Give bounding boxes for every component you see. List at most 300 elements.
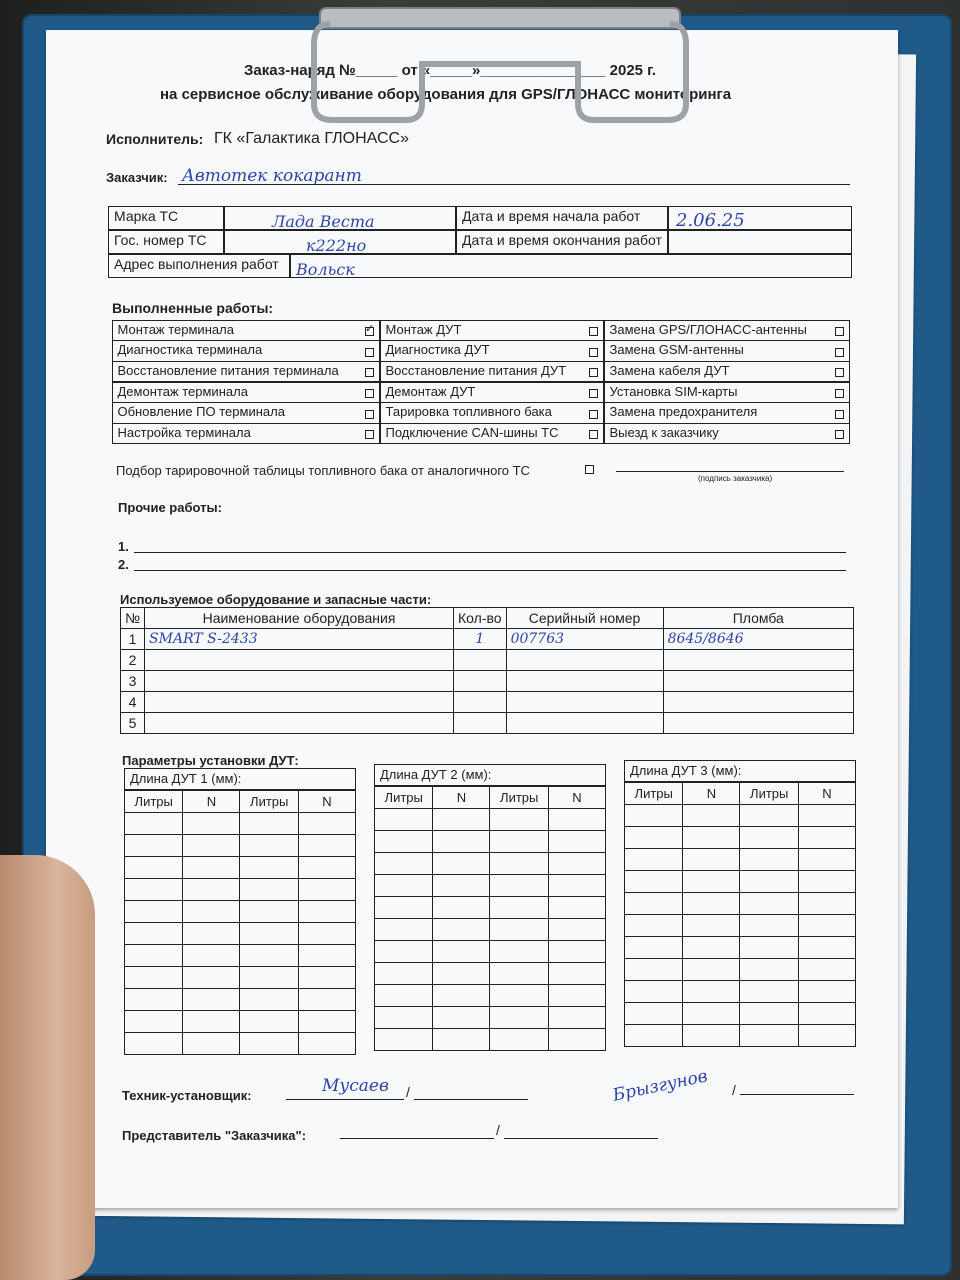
dut-cell (625, 827, 683, 849)
work-item (112, 340, 380, 362)
eq-row-number: 2 (121, 650, 145, 671)
dut-cell (240, 923, 298, 945)
dut-cell (125, 879, 183, 901)
equipment-row (121, 671, 854, 692)
dut-cell (375, 809, 433, 831)
work-item (380, 361, 604, 383)
equipment-title: Используемое оборудование и запасные части: (120, 592, 432, 607)
tariff-label: Подбор тарировочной таблицы топливного бака от аналогичного ТС (116, 463, 530, 478)
eq-row-number: 4 (121, 692, 145, 713)
dut-cell (740, 849, 798, 871)
work-item-label: Демонтаж ДУТ (385, 383, 476, 399)
dut-cell (548, 941, 605, 963)
dut-cell (490, 1029, 548, 1051)
dut-cell (375, 897, 433, 919)
signature-caption: (подпись заказчика) (698, 474, 773, 483)
dut-cell (490, 1007, 548, 1029)
dut-col-header: Литры (490, 787, 548, 809)
dut-row (125, 835, 356, 857)
dut-cell (490, 963, 548, 985)
dut-cell (433, 897, 490, 919)
dut-cell (625, 805, 683, 827)
dut-table-title-text: Длина ДУТ 1 (мм): (130, 771, 242, 786)
dut-cell (798, 1003, 855, 1025)
eq-row-cell (454, 692, 507, 713)
dut-col-header: N (433, 787, 490, 809)
dut-cell (125, 945, 183, 967)
dut-cell (683, 937, 740, 959)
dut-cell (490, 875, 548, 897)
dut-col-header: Литры (740, 783, 798, 805)
eq-row-cell (145, 650, 454, 671)
slash-1: / (406, 1084, 410, 1100)
dut-cell (740, 937, 798, 959)
work-checkbox[interactable] (365, 389, 374, 398)
eq-row-cell (506, 713, 663, 734)
customer-sign-line (616, 471, 844, 472)
rep-sign-line (340, 1138, 494, 1139)
work-checkbox[interactable] (365, 430, 374, 439)
dut-cell (240, 967, 298, 989)
work-checkbox[interactable] (835, 348, 844, 357)
eq-header-seal: Пломба (663, 608, 853, 629)
dut-row (375, 1029, 606, 1051)
dut-cell (490, 831, 548, 853)
work-item (112, 361, 380, 383)
work-checkbox[interactable] (365, 348, 374, 357)
dut-cell (240, 1011, 298, 1033)
equipment-header-row (121, 608, 854, 629)
dut-cell (798, 805, 855, 827)
dut-cell (375, 875, 433, 897)
equipment-row (121, 629, 854, 650)
dut-cell (433, 1029, 490, 1051)
dut-cell (740, 1003, 798, 1025)
dut-cell (548, 919, 605, 941)
work-checkbox[interactable] (589, 430, 598, 439)
dut-cell (740, 805, 798, 827)
eq-row-cell: SMART S-2433 (145, 629, 454, 650)
eq-row-cell (663, 692, 853, 713)
dut-cell (433, 919, 490, 941)
work-checkbox[interactable] (589, 348, 598, 357)
end-label: Дата и время окончания работ (456, 230, 668, 254)
dut-cell (490, 985, 548, 1007)
work-checkbox[interactable] (589, 389, 598, 398)
dut-cell (298, 857, 355, 879)
clipboard-clip (310, 4, 690, 124)
dut-cell (740, 827, 798, 849)
dut-row (375, 919, 606, 941)
eq-header-serial: Серийный номер (506, 608, 663, 629)
dut-table-title (124, 768, 356, 790)
customer-value: Автотек кокарант (182, 166, 362, 186)
dut-row (375, 809, 606, 831)
plate-value: к222но (306, 236, 367, 255)
dut-cell (798, 849, 855, 871)
work-checkbox[interactable] (589, 410, 598, 419)
work-checkbox[interactable] (589, 368, 598, 377)
dut-cell (298, 1033, 355, 1055)
dut-cell (433, 963, 490, 985)
representative-label: Представитель "Заказчика": (122, 1128, 307, 1143)
dut-cell (240, 945, 298, 967)
other-item-1: 1. (118, 539, 129, 554)
dut-cell (433, 831, 490, 853)
dut-header-row (125, 791, 356, 813)
dut-cell (740, 981, 798, 1003)
work-item-label: Демонтаж терминала (117, 383, 248, 399)
dut-cell (183, 879, 240, 901)
dut-cell (490, 897, 548, 919)
work-item (604, 320, 850, 342)
executor-value: ГК «Галактика ГЛОНАСС» (214, 130, 409, 147)
rep-name-line (504, 1138, 658, 1139)
work-checkbox[interactable] (365, 410, 374, 419)
start-label: Дата и время начала работ (456, 206, 668, 230)
dut-cell (433, 853, 490, 875)
dut-row (625, 827, 856, 849)
other-item-2: 2. (118, 557, 129, 572)
dut-cell (548, 1007, 605, 1029)
dut-cell (798, 871, 855, 893)
dut-cell (798, 937, 855, 959)
plate-label: Гос. номер ТС (108, 230, 224, 254)
dut-cell (625, 981, 683, 1003)
equipment-row (121, 713, 854, 734)
works-table (112, 320, 850, 444)
eq-row-cell (663, 713, 853, 734)
work-checkbox[interactable] (365, 368, 374, 377)
work-item-label: Обновление ПО терминала (117, 404, 285, 420)
dut-cell (375, 853, 433, 875)
dut-cell (798, 827, 855, 849)
work-item (604, 361, 850, 383)
eq-row-cell: 007763 (506, 629, 663, 650)
customer-name-line (740, 1094, 854, 1095)
work-item-label: Замена GSM-антенны (609, 342, 744, 358)
dut-cell (298, 967, 355, 989)
dut-cell (798, 981, 855, 1003)
dut-cell (683, 871, 740, 893)
dut-cell (240, 989, 298, 1011)
dut-row (625, 915, 856, 937)
dut-cell (798, 959, 855, 981)
dut-row (125, 1033, 356, 1055)
other-title: Прочие работы: (118, 500, 222, 515)
customer-sign: Брызгунов (610, 1066, 710, 1106)
other-line-1 (134, 552, 846, 553)
dut-cell (375, 941, 433, 963)
dut-cell (740, 871, 798, 893)
equipment-table (120, 607, 854, 734)
eq-header-num: № (121, 608, 145, 629)
dut-cell (125, 813, 183, 835)
dut-cell (298, 879, 355, 901)
dut-row (625, 849, 856, 871)
dut-cell (798, 1025, 855, 1047)
eq-row-number: 5 (121, 713, 145, 734)
work-item (380, 423, 604, 445)
dut-cell (298, 1011, 355, 1033)
work-item (112, 382, 380, 404)
eq-row-cell (454, 713, 507, 734)
dut-row (375, 941, 606, 963)
dut-row (625, 871, 856, 893)
dut-cell (625, 1025, 683, 1047)
work-item (380, 402, 604, 424)
work-item (604, 382, 850, 404)
dut-header-row (625, 783, 856, 805)
dut-cell (125, 835, 183, 857)
dut-cell (183, 813, 240, 835)
slash-2: / (732, 1082, 736, 1098)
dut-row (125, 857, 356, 879)
dut-cell (548, 853, 605, 875)
eq-row-number: 3 (121, 671, 145, 692)
dut-cell (125, 1011, 183, 1033)
dut-row (375, 963, 606, 985)
work-item-label: Монтаж ДУТ (385, 321, 462, 337)
dut-cell (183, 901, 240, 923)
dut-cell (683, 805, 740, 827)
dut-cell (125, 901, 183, 923)
dut-cell (183, 1011, 240, 1033)
dut-cell (683, 981, 740, 1003)
dut-row (125, 945, 356, 967)
work-item-label: Монтаж терминала (117, 321, 234, 337)
dut-cell (240, 835, 298, 857)
work-checkbox[interactable] (835, 368, 844, 377)
dut-row (625, 805, 856, 827)
brand-value: Лада Веста (272, 212, 375, 231)
eq-row-cell (145, 692, 454, 713)
eq-row-cell: 1 (454, 629, 507, 650)
dut-row (625, 937, 856, 959)
dut-cell (375, 985, 433, 1007)
work-item-label: Диагностика терминала (117, 342, 263, 358)
work-checkbox[interactable] (835, 327, 844, 336)
dut-col-header: Литры (125, 791, 183, 813)
work-item-label: Тарировка топливного бака (385, 404, 552, 420)
dut-cell (625, 1003, 683, 1025)
dut-row (625, 1003, 856, 1025)
eq-row-cell (145, 713, 454, 734)
dut-cell (240, 1033, 298, 1055)
dut-row (125, 901, 356, 923)
dut-row (125, 967, 356, 989)
dut-col-header: N (798, 783, 855, 805)
dut-cell (375, 831, 433, 853)
dut-cell (740, 915, 798, 937)
work-item-label: Подключение CAN-шины ТС (385, 424, 559, 440)
dut-cell (183, 989, 240, 1011)
dut-col-header: Литры (375, 787, 433, 809)
dut-cell (125, 967, 183, 989)
dut-cell (183, 835, 240, 857)
dut-row (625, 981, 856, 1003)
dut-table-title (374, 764, 606, 786)
dut-cell (548, 897, 605, 919)
dut-row (375, 875, 606, 897)
dut-cell (625, 937, 683, 959)
dut-cell (183, 857, 240, 879)
dut-row (375, 831, 606, 853)
work-item-label: Замена предохранителя (609, 404, 758, 420)
dut-cell (125, 1033, 183, 1055)
dut-table (124, 790, 356, 1055)
dut-row (125, 879, 356, 901)
dut-table (374, 786, 606, 1051)
work-item-label: Установка SIM-карты (609, 383, 738, 399)
work-item (380, 382, 604, 404)
dut-cell (125, 923, 183, 945)
dut-header-row (375, 787, 606, 809)
dut-cell (548, 963, 605, 985)
eq-row-cell: 8645/8646 (663, 629, 853, 650)
start-value: 2.06.25 (676, 210, 745, 231)
dut-cell (683, 849, 740, 871)
dut-cell (548, 1029, 605, 1051)
dut-cell (683, 915, 740, 937)
dut-cell (683, 959, 740, 981)
work-checkbox[interactable] (835, 410, 844, 419)
brand-label: Марка ТС (108, 206, 224, 230)
dut-row (125, 989, 356, 1011)
dut-cell (433, 941, 490, 963)
dut-row (375, 853, 606, 875)
dut-cell (798, 915, 855, 937)
tariff-checkbox[interactable] (585, 465, 594, 474)
end-value (668, 230, 852, 254)
dut-cell (298, 945, 355, 967)
technician-label: Техник-установщик: (122, 1088, 252, 1103)
eq-row-cell (663, 650, 853, 671)
dut-cell (490, 809, 548, 831)
dut-cell (683, 893, 740, 915)
dut-cell (548, 875, 605, 897)
work-item (604, 340, 850, 362)
dut-col-header: N (683, 783, 740, 805)
dut-cell (548, 831, 605, 853)
work-item (112, 423, 380, 445)
equipment-row (121, 692, 854, 713)
dut-cell (240, 857, 298, 879)
dut-cell (240, 879, 298, 901)
dut-row (375, 1007, 606, 1029)
dut-cell (683, 1003, 740, 1025)
work-item-label: Восстановление питания терминала (117, 362, 339, 378)
work-item-label: Диагностика ДУТ (385, 342, 490, 358)
works-title: Выполненные работы: (112, 300, 274, 316)
dut-cell (375, 963, 433, 985)
dut-cell (183, 1033, 240, 1055)
dut-row (625, 1025, 856, 1047)
dut-cell (298, 901, 355, 923)
dut-cell (375, 919, 433, 941)
dut-cell (625, 871, 683, 893)
dut-table-title (624, 760, 856, 782)
eq-header-qty: Кол-во (454, 608, 507, 629)
dut-cell (240, 813, 298, 835)
dut-cell (240, 901, 298, 923)
dut-cell (298, 813, 355, 835)
dut-col-header: N (548, 787, 605, 809)
work-item-label: Выезд к заказчику (609, 424, 719, 440)
work-item (604, 402, 850, 424)
work-checkbox[interactable] (835, 389, 844, 398)
hand (0, 855, 95, 1280)
dut-row (125, 1011, 356, 1033)
dut-cell (625, 959, 683, 981)
dut-cell (375, 1029, 433, 1051)
other-line-2 (134, 570, 846, 571)
eq-row-cell (145, 671, 454, 692)
dut-row (125, 813, 356, 835)
work-item-label: Восстановление питания ДУТ (385, 362, 567, 378)
dut-cell (183, 945, 240, 967)
work-item (380, 340, 604, 362)
slash-3: / (496, 1122, 500, 1138)
dut-cell (740, 1025, 798, 1047)
dut-cell (798, 893, 855, 915)
dut-cell (683, 1025, 740, 1047)
dut-title: Параметры установки ДУТ: (122, 753, 299, 768)
dut-cell (433, 985, 490, 1007)
dut-cell (625, 915, 683, 937)
work-item-label: Замена GPS/ГЛОНАСС-антенны (609, 321, 807, 337)
dut-cell (490, 941, 548, 963)
work-checkbox[interactable] (835, 430, 844, 439)
work-item (380, 320, 604, 342)
dut-cell (490, 853, 548, 875)
eq-row-cell (506, 692, 663, 713)
eq-row-cell (506, 671, 663, 692)
title-line1: Заказ-наряд №_____ от «_____»_______________ 2025 г. (244, 62, 657, 79)
dut-col-header: N (183, 791, 240, 813)
work-item (112, 320, 380, 342)
dut-cell (433, 809, 490, 831)
dut-col-header: N (298, 791, 355, 813)
dut-table-title-text: Длина ДУТ 3 (мм): (630, 763, 742, 778)
address-value: Вольск (296, 260, 355, 279)
dut-cell (433, 1007, 490, 1029)
dut-cell (125, 857, 183, 879)
work-checkbox[interactable] (589, 327, 598, 336)
equipment-row (121, 650, 854, 671)
dut-cell (298, 989, 355, 1011)
dut-col-header: Литры (240, 791, 298, 813)
dut-cell (298, 835, 355, 857)
dut-row (625, 959, 856, 981)
title-line2: на сервисное обслуживание оборудования для GPS/ГЛОНАСС мониторинга (160, 86, 732, 103)
dut-row (125, 923, 356, 945)
work-checkbox[interactable] (365, 327, 374, 336)
eq-row-cell (454, 650, 507, 671)
technician-sign-line (286, 1099, 404, 1100)
work-item (112, 402, 380, 424)
dut-col-header: Литры (625, 783, 683, 805)
dut-cell (740, 959, 798, 981)
eq-row-number: 1 (121, 629, 145, 650)
dut-cell (740, 893, 798, 915)
dut-cell (183, 967, 240, 989)
customer-label: Заказчик: (106, 170, 168, 185)
dut-row (625, 893, 856, 915)
technician-name-line (414, 1099, 528, 1100)
dut-cell (683, 827, 740, 849)
dut-table (624, 782, 856, 1047)
